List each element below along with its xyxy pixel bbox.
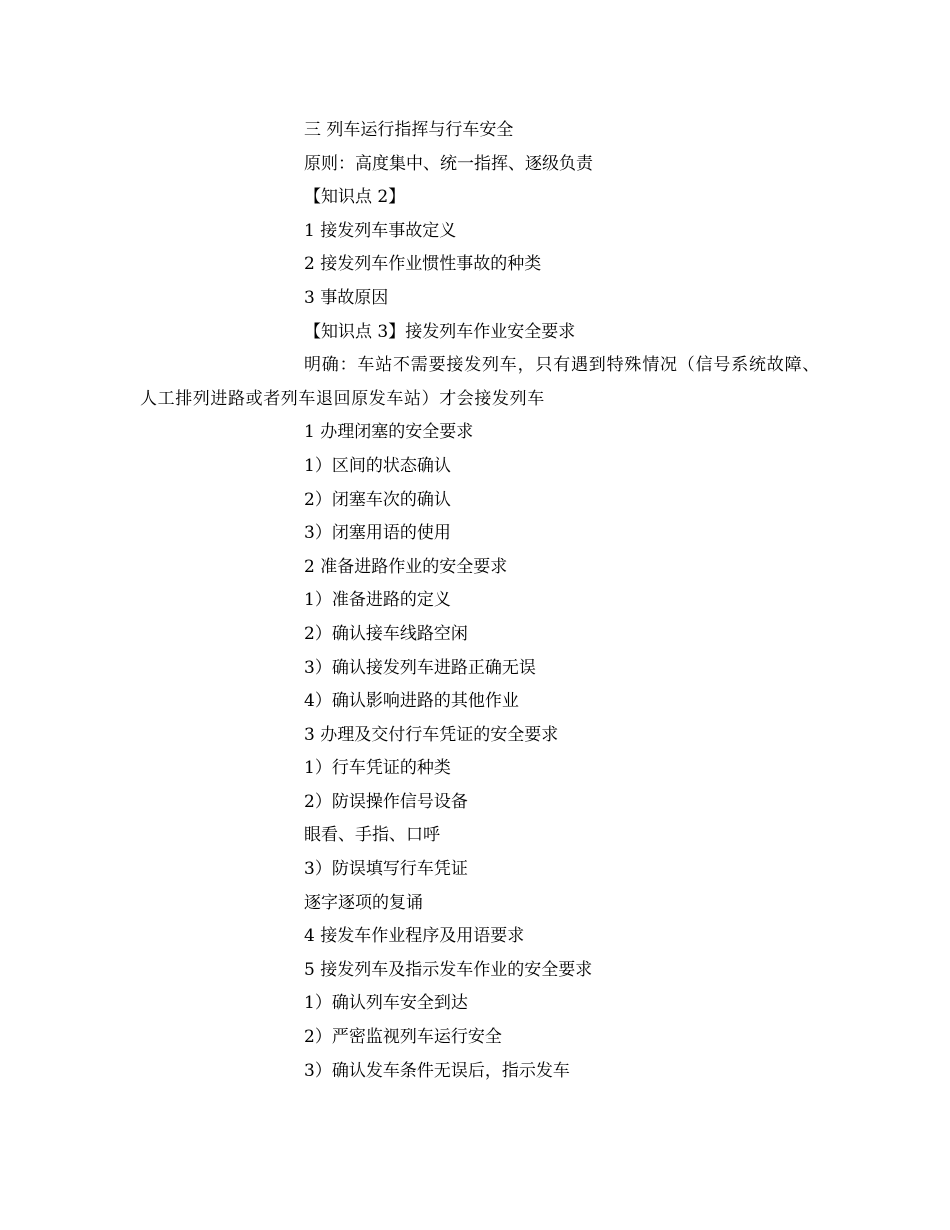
list-item: 3）确认接发列车进路正确无误 <box>304 657 536 678</box>
list-item: 1）行车凭证的种类 <box>304 758 451 779</box>
knowledge-point-3-heading: 【知识点 3】接发列车作业安全要求 <box>304 321 576 342</box>
list-item: 4）确认影响进路的其他作业 <box>304 691 519 712</box>
list-item: 3）闭塞用语的使用 <box>304 523 451 544</box>
list-item: 2 接发列车作业惯性事故的种类 <box>304 254 542 275</box>
list-item: 眼看、手指、口呼 <box>304 825 440 846</box>
principle-line: 原则：高度集中、统一指挥、逐级负责 <box>304 153 593 174</box>
knowledge-point-2-heading: 【知识点 2】 <box>304 187 406 208</box>
list-item: 2）闭塞车次的确认 <box>304 489 451 510</box>
list-item: 2）严密监视列车运行安全 <box>304 1027 502 1048</box>
section-heading: 三 列车运行指挥与行车安全 <box>304 120 514 140</box>
list-item: 1）区间的状态确认 <box>304 455 451 476</box>
list-item: 3）确认发车条件无误后，指示发车 <box>304 1060 570 1081</box>
list-item: 2）防误操作信号设备 <box>304 791 468 812</box>
list-item: 4 接发车作业程序及用语要求 <box>304 926 525 947</box>
list-item: 2）确认接车线路空闲 <box>304 623 468 644</box>
list-item: 2 准备进路作业的安全要求 <box>304 556 508 577</box>
list-item: 逐字逐项的复诵 <box>304 892 423 913</box>
list-item: 3 事故原因 <box>304 287 389 308</box>
list-item: 3）防误填写行车凭证 <box>304 859 468 880</box>
list-item: 1）确认列车安全到达 <box>304 993 468 1014</box>
clarification-paragraph: 明确：车站不需要接发列车，只有遇到特殊情况（信号系统故障、人工排列进路或者列车退回原发车站）才会接发列车 <box>140 355 820 409</box>
list-item: 1）准备进路的定义 <box>304 590 451 611</box>
list-item: 3 办理及交付行车凭证的安全要求 <box>304 724 559 745</box>
list-item: 5 接发列车及指示发车作业的安全要求 <box>304 959 593 980</box>
document-body <box>140 114 820 1088</box>
list-item: 1 办理闭塞的安全要求 <box>304 422 474 443</box>
list-item: 1 接发列车事故定义 <box>304 220 457 241</box>
